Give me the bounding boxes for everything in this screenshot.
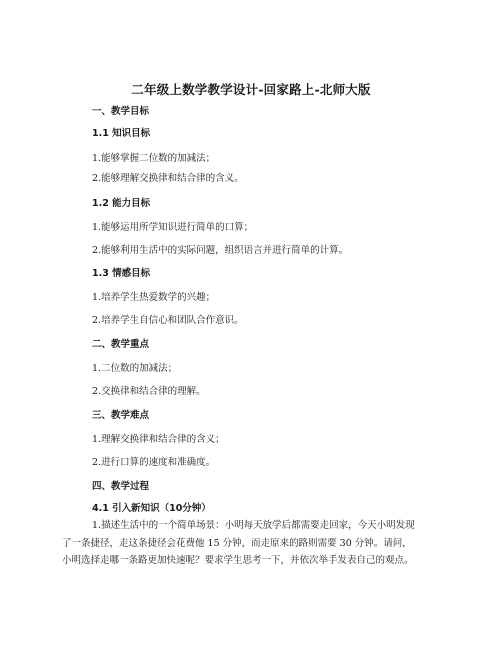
list-item: 2.能够理解交换律和结合律的含义。 <box>92 173 244 184</box>
list-item: 2.能够利用生活中的实际问题，组织语言并进行简单的计算。 <box>92 245 349 256</box>
paragraph-line: 小明选择走哪一条路更加快速呢？要求学生思考一下，并依次举手发表自己的观点。 <box>62 555 414 566</box>
document-title: 二年级上数学教学设计-回家路上-北师大版 <box>131 82 371 97</box>
list-item: 1.理解交换律和结合律的含义； <box>92 434 225 445</box>
intro-paragraph <box>62 517 442 570</box>
section-heading: 1.2 能力目标 <box>92 198 151 209</box>
section-heading: 二、教学重点 <box>92 339 150 350</box>
paragraph-line: 了一条捷径，走这条捷径会花费他 15 分钟，而走原来的路则需要 30 分钟。请问， <box>62 537 412 549</box>
list-item: 2.交换律和结合律的理解。 <box>92 386 206 397</box>
list-item: 1.能够运用所学知识进行简单的口算； <box>92 222 254 233</box>
section-heading: 一、教学目标 <box>92 106 150 117</box>
list-item: 1.能够掌握二位数的加减法； <box>92 153 216 164</box>
list-item: 1.二位数的加减法； <box>92 363 178 374</box>
paragraph-line: 1.描述生活中的一个简单场景：小明每天放学后都需要走回家，今天小明发现 <box>92 520 415 531</box>
section-heading: 4.1 引入新知识（10分钟） <box>92 503 211 514</box>
section-heading: 三、教学难点 <box>92 410 150 421</box>
list-item: 1.培养学生热爱数学的兴趣； <box>92 292 216 303</box>
section-heading: 1.3 情感目标 <box>92 268 151 279</box>
section-heading: 四、教学过程 <box>92 481 150 492</box>
list-item: 2.进行口算的速度和准确度。 <box>92 457 216 468</box>
list-item: 2.培养学生自信心和团队合作意识。 <box>92 315 244 326</box>
section-heading: 1.1 知识目标 <box>92 128 151 139</box>
